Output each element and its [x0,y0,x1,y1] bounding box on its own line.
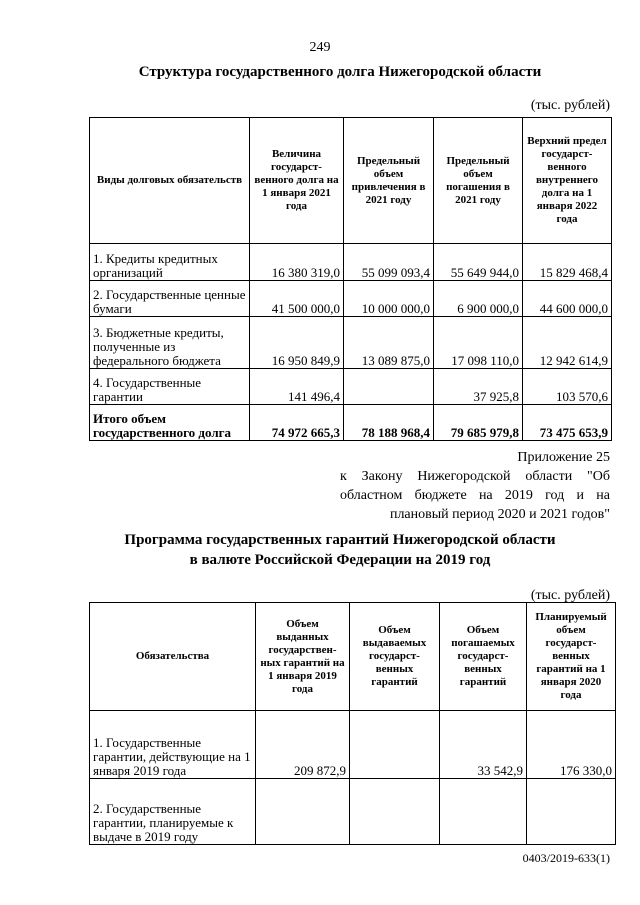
guarantees-title-line: в валюте Российской Федерации на 2019 год [189,552,491,568]
cell-value: 12 942 614,9 [523,317,612,369]
total-label: Итого объем государственного долга [90,405,250,441]
table-row [90,369,612,405]
debt-unit-label: (тыс. рублей) [530,98,610,113]
cell-value: 209 872,9 [256,711,350,779]
header-debt-amount: Величина государст-венного долга на 1 января 2021 года [250,118,344,244]
cell-value [440,779,527,845]
guarantees-title-line: Программа государственных гарантий Нижегородской области [124,532,556,548]
document-code: 0403/2019-633(1) [522,851,610,865]
header-debt-type: Виды долговых обязательств [90,118,250,244]
table-row [90,711,616,779]
appendix-line: к Закону Нижегородской области "Об [340,469,610,484]
total-value: 73 475 653,9 [523,405,612,441]
header-issuing-volume: Объем выдаваемых государст-венных гарантий [350,603,440,711]
table-row [90,281,612,317]
header-repayment-limit: Предельный объем погашения в 2021 году [434,118,523,244]
cell-value: 176 330,0 [527,711,616,779]
cell-value: 37 925,8 [434,369,523,405]
cell-value: 141 496,4 [250,369,344,405]
row-label: 2. Государственные гарантии, планируемые к выдаче в 2019 году [90,779,256,845]
guarantees-title [60,530,620,570]
row-label: 1. Кредиты кредитных организаций [90,244,250,281]
header-borrowing-limit: Предельный объем привлечения в 2021 году [344,118,434,244]
debt-structure-table [89,117,612,441]
total-value: 78 188 968,4 [344,405,434,441]
total-value: 74 972 665,3 [250,405,344,441]
appendix-line: плановый период 2020 и 2021 годов" [389,507,610,522]
cell-value [350,779,440,845]
table-header-row [90,603,616,711]
cell-value: 15 829 468,4 [523,244,612,281]
header-obligations: Обязательства [90,603,256,711]
guarantees-unit-label: (тыс. рублей) [530,588,610,603]
cell-value: 16 380 319,0 [250,244,344,281]
header-repaid-volume: Объем погашаемых государст-венных гарантий [440,603,527,711]
cell-value: 33 542,9 [440,711,527,779]
guarantees-table [89,602,616,845]
cell-value: 16 950 849,9 [250,317,344,369]
header-upper-limit: Верхний предел государст-венного внутреннего долга на 1 января 2022 года [523,118,612,244]
cell-value [350,711,440,779]
cell-value: 41 500 000,0 [250,281,344,317]
debt-structure-title: Структура государственного долга Нижегородской области [138,64,542,80]
cell-value: 6 900 000,0 [434,281,523,317]
cell-value: 55 649 944,0 [434,244,523,281]
cell-value: 55 099 093,4 [344,244,434,281]
cell-value [527,779,616,845]
cell-value: 17 098 110,0 [434,317,523,369]
cell-value: 10 000 000,0 [344,281,434,317]
total-value: 79 685 979,8 [434,405,523,441]
cell-value [256,779,350,845]
table-row [90,317,612,369]
header-planned-volume: Планируемый объем государст-венных гарантий на 1 января 2020 года [527,603,616,711]
row-label: 1. Государственные гарантии, действующие на 1 января 2019 года [90,711,256,779]
header-issued-volume: Объем выданных государствен-ных гарантий на 1 января 2019 года [256,603,350,711]
table-row [90,779,616,845]
cell-value: 13 089 875,0 [344,317,434,369]
row-label: 4. Государственные гарантии [90,369,250,405]
table-header-row [90,118,612,244]
appendix-number: Приложение 25 [517,450,610,465]
appendix-line: областном бюджете на 2019 год и на [340,488,610,503]
cell-value: 44 600 000,0 [523,281,612,317]
appendix-note [340,448,610,524]
page-number: 249 [309,40,331,55]
cell-value: 103 570,6 [523,369,612,405]
row-label: 3. Бюджетные кредиты, полученные из федерального бюджета [90,317,250,369]
row-label: 2. Государственные ценные бумаги [90,281,250,317]
cell-value [344,369,434,405]
total-row [90,405,612,441]
table-row [90,244,612,281]
